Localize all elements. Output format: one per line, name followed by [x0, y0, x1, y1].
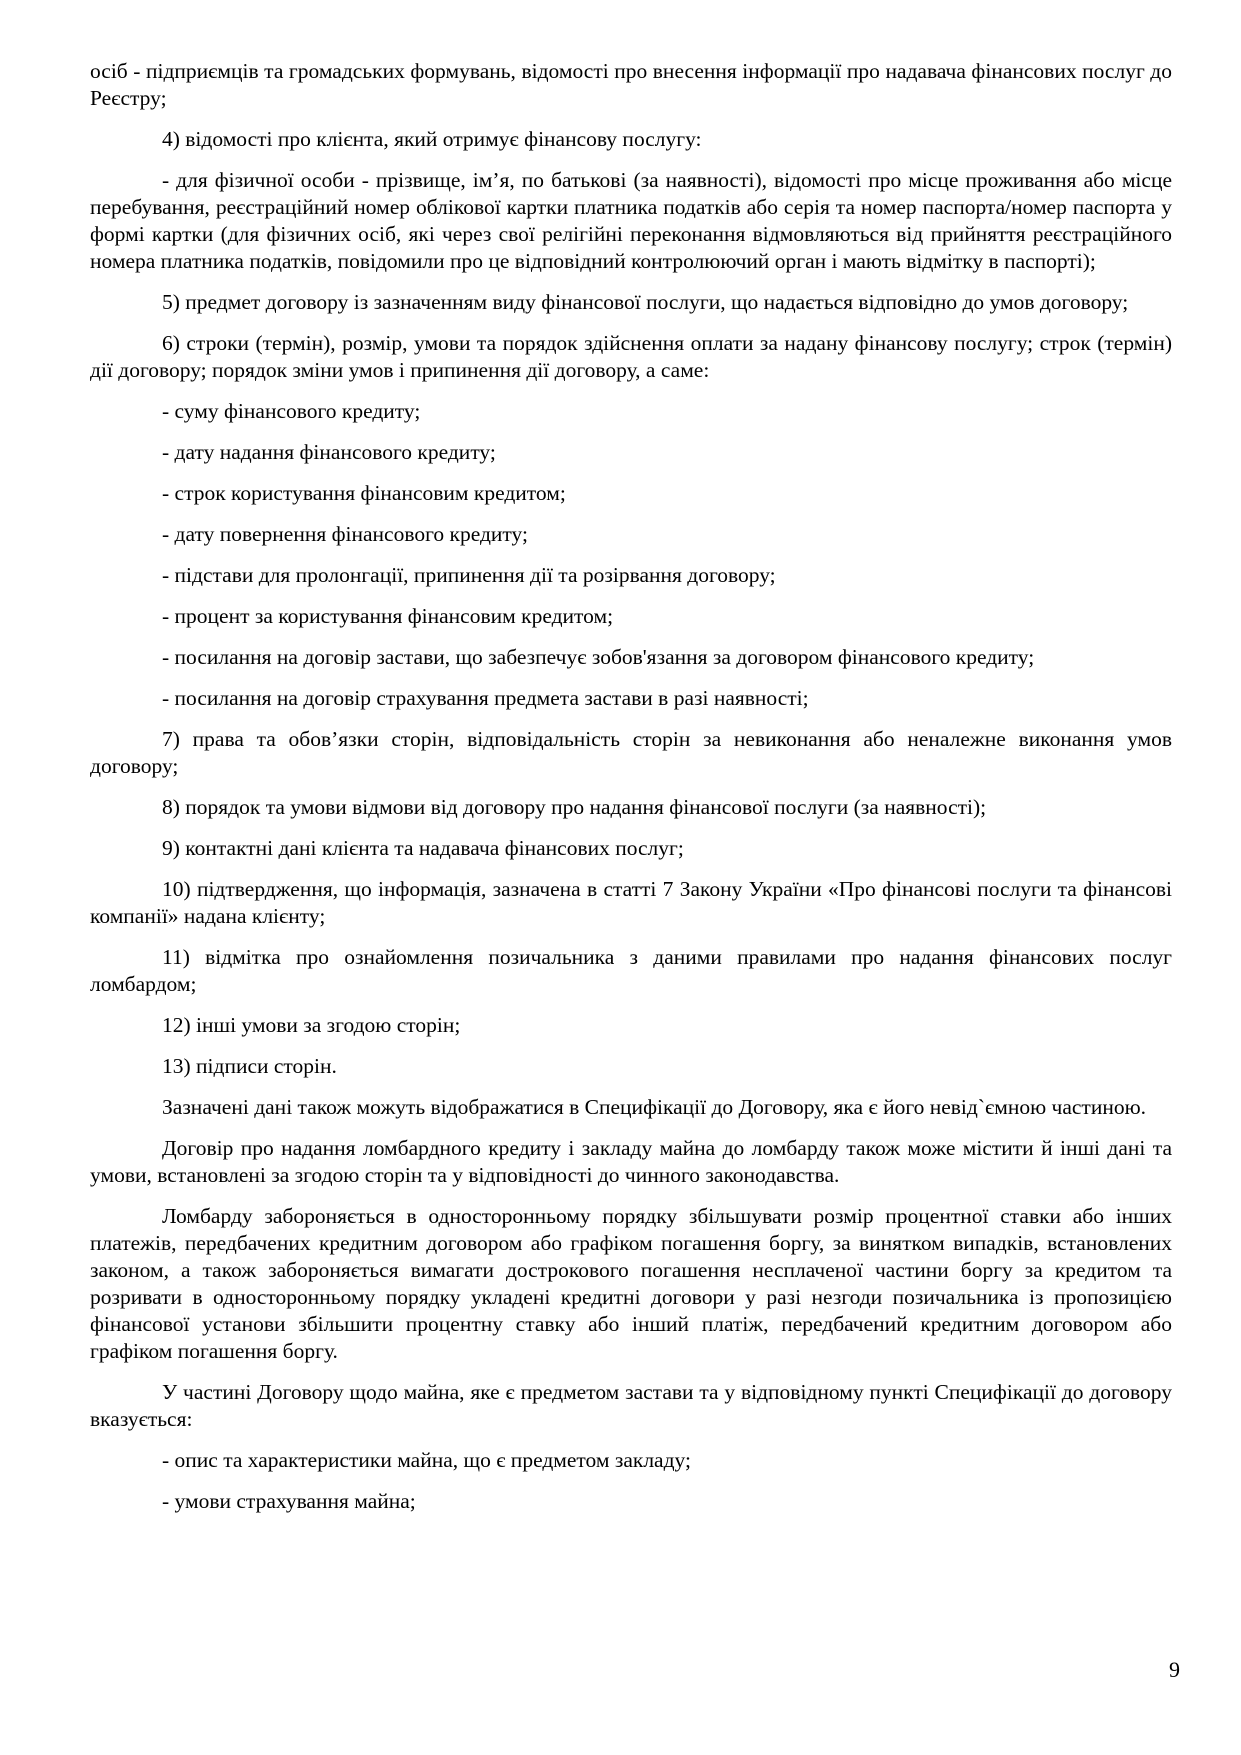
document-page — [90, 58, 1172, 1515]
list-item-interest: - процент за користування фінансовим кредитом; — [162, 604, 614, 628]
list-item-property-insurance: - умови страхування майна; — [162, 1489, 416, 1513]
paragraph-contacts: 9) контактні дані клієнта та надавача фінансових послуг; — [162, 836, 684, 860]
list-item-prolongation: - підстави для пролонгації, припинення дії та розірвання договору; — [162, 563, 776, 587]
paragraph-other-terms: 12) інші умови за згодою сторін; — [162, 1013, 461, 1037]
page-number: 9 — [1169, 1657, 1180, 1682]
list-item-credit-date: - дату надання фінансового кредиту; — [162, 440, 496, 464]
paragraph-rights-obligations: 7) права та обов’язки сторін, відповідальність сторін за невиконання або неналежне виконання умов договору; — [90, 727, 1172, 778]
list-item-insurance-contract: - посилання на договір страхування предмета застави в разі наявності; — [162, 686, 809, 710]
list-item-return-date: - дату повернення фінансового кредиту; — [162, 522, 528, 546]
paragraph-entity-continuation: осіб - підприємців та громадських формувань, відомості про внесення інформації про надавача фінансових послуг до Реєстру; — [90, 59, 1172, 110]
paragraph-prohibition: Ломбарду забороняється в односторонньому порядку збільшувати розмір процентної ставки або інших платежів, передбачених кредитним договором або графіком погашення боргу, за винятком випадків, встановлених законом, а також забороняється вимагати дострокового погашення несплаченої частини боргу за кредитом та розривати в односторонньому порядку укладені кредитні договори у разі незгоди позичальника із пропозицією фінансової установи збільшити процентну ставку або інший платіж, передбачений кредитним договором або графіком погашення боргу. — [90, 1204, 1172, 1363]
list-item-property-description: - опис та характеристики майна, що є предметом закладу; — [162, 1448, 691, 1472]
paragraph-specification: Зазначені дані також можуть відображатися в Специфікації до Договору, яка є його невід`ємною частиною. — [162, 1095, 1147, 1119]
paragraph-additional-terms: Договір про надання ломбардного кредиту і закладу майна до ломбарду також може містити й інші дані та умови, встановлені за згодою сторін та у відповідності до чинного законодавства. — [90, 1136, 1172, 1187]
paragraph-contract-subject: 5) предмет договору із зазначенням виду фінансової послуги, що надається відповідно до умов договору; — [162, 290, 1129, 314]
paragraph-signatures: 13) підписи сторін. — [162, 1054, 337, 1078]
paragraph-refusal: 8) порядок та умови відмови від договору про надання фінансової послуги (за наявності); — [162, 795, 987, 819]
paragraph-acknowledgement: 11) відмітка про ознайомлення позичальника з даними правилами про надання фінансових послуг ломбардом; — [90, 945, 1172, 996]
paragraph-confirmation: 10) підтвердження, що інформація, зазначена в статті 7 Закону України «Про фінансові послуги та фінансові компанії» надана клієнту; — [90, 877, 1172, 928]
list-item-credit-sum: - суму фінансового кредиту; — [162, 399, 421, 423]
paragraph-terms-payment: 6) строки (термін), розмір, умови та порядок здійснення оплати за надану фінансову послугу; строк (термін) дії договору; порядок зміни умов і припинення дії договору, а саме: — [90, 331, 1172, 382]
paragraph-client-info: 4) відомості про клієнта, який отримує фінансову послугу: — [162, 127, 702, 151]
paragraph-property-part: У частині Договору щодо майна, яке є предметом застави та у відповідному пункті Специфікації до договору вказується: — [90, 1380, 1172, 1431]
paragraph-individual-details: - для фізичної особи - прізвище, ім’я, по батькові (за наявності), відомості про місце проживання або місце перебування, реєстраційний номер облікової картки платника податків або серія та номер паспорта/номер паспорта у формі картки (для фізичних осіб, які через свої релігійні переконання відмовляються від прийняття реєстраційного номера платника податків, повідомили про це відповідний контролюючий орган і мають відмітку в паспорті); — [90, 168, 1172, 273]
list-item-pledge-contract: - посилання на договір застави, що забезпечує зобов'язання за договором фінансового кредиту; — [162, 645, 1035, 669]
list-item-credit-term: - строк користування фінансовим кредитом; — [162, 481, 566, 505]
